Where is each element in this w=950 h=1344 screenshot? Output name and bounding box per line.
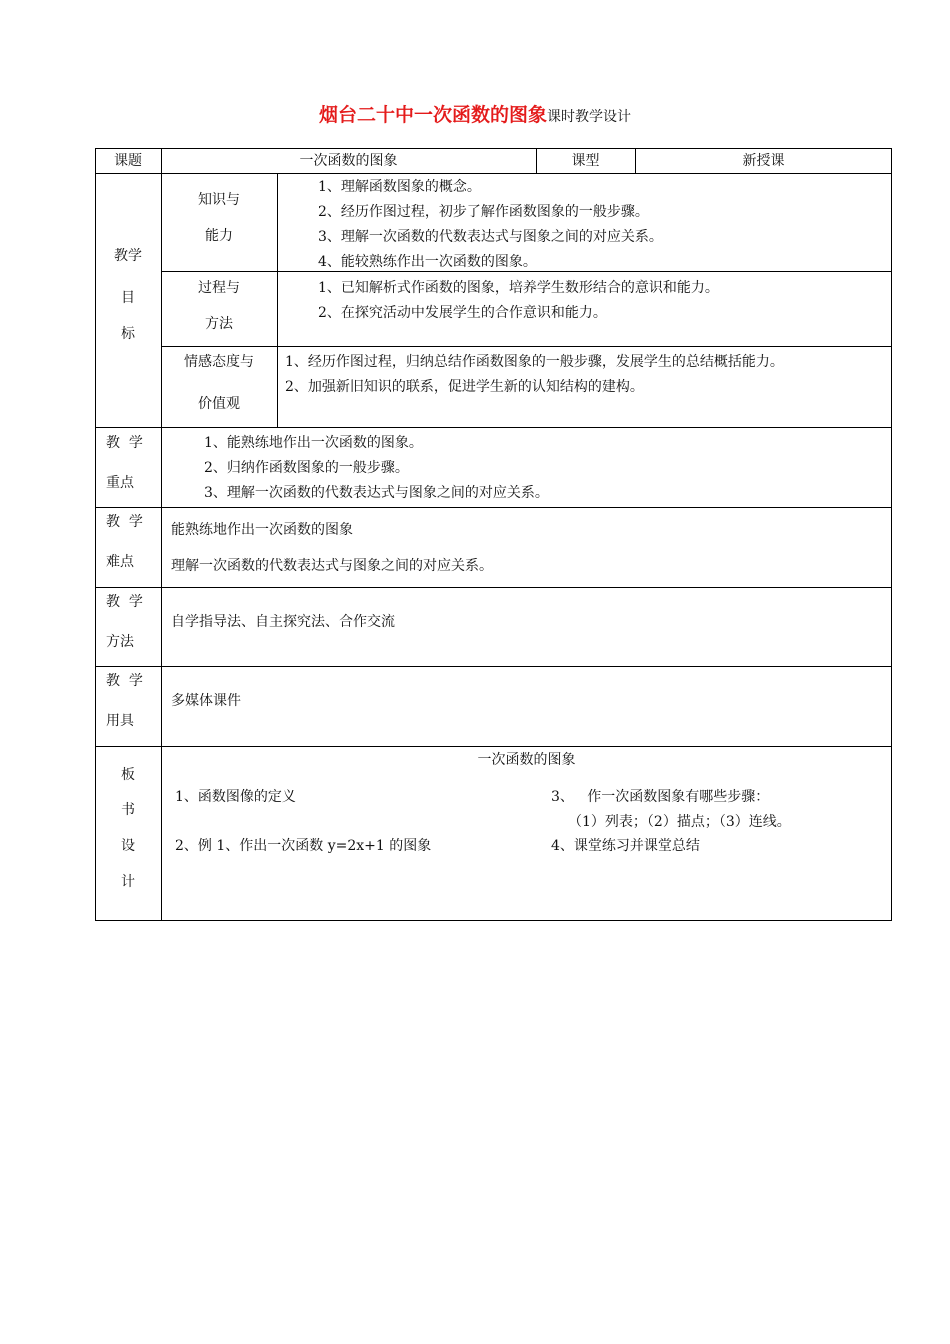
board-label-1: 板 xyxy=(121,767,135,783)
emotion-item: 2、加强新旧知识的联系，促进学生新的认知结构的建构。 xyxy=(285,379,644,395)
board-label-3: 设 xyxy=(121,838,135,854)
row-divider xyxy=(95,666,892,667)
row-divider xyxy=(95,173,892,174)
tools-text: 多媒体课件 xyxy=(171,693,241,709)
topic-value: 一次函数的图象 xyxy=(299,153,398,169)
difficulties-label-1: 教 学 xyxy=(106,514,143,530)
difficulties-label-2: 难点 xyxy=(106,554,134,570)
board-heading: 一次函数的图象 xyxy=(477,752,576,768)
difficulty-item: 理解一次函数的代数表达式与图象之间的对应关系。 xyxy=(171,558,493,574)
knowledge-item: 3、理解一次函数的代数表达式与图象之间的对应关系。 xyxy=(318,229,663,245)
type-value: 新授课 xyxy=(742,153,785,169)
board-item-2: 2、例 1、作出一次函数 y=2x+1 的图象 xyxy=(175,838,432,854)
row-divider xyxy=(95,587,892,588)
process-item: 1、已知解析式作函数的图象，培养学生数形结合的意识和能力。 xyxy=(318,280,719,296)
objectives-label-2: 目 xyxy=(121,290,135,306)
process-item: 2、在探究活动中发展学生的合作意识和能力。 xyxy=(318,305,607,321)
objectives-label-1: 教学 xyxy=(114,248,142,264)
col-divider xyxy=(161,148,162,921)
board-item-4: 4、课堂练习并课堂总结 xyxy=(551,838,700,854)
difficulty-item: 能熟练地作出一次函数的图象 xyxy=(171,522,353,538)
type-label: 课型 xyxy=(571,153,600,169)
key-point-item: 3、理解一次函数的代数表达式与图象之间的对应关系。 xyxy=(204,485,549,501)
key-points-label-2: 重点 xyxy=(106,475,134,491)
row-divider xyxy=(95,427,892,428)
knowledge-item: 2、经历作图过程，初步了解作函数图象的一般步骤。 xyxy=(318,204,649,220)
knowledge-item: 1、理解函数图象的概念。 xyxy=(318,179,481,195)
row-divider xyxy=(95,746,892,747)
tools-label-2: 用具 xyxy=(106,713,134,729)
page-title-suffix: 课时教学设计 xyxy=(547,109,631,125)
key-point-item: 1、能熟练地作出一次函数的图象。 xyxy=(204,435,423,451)
board-item-3: 3、 作一次函数图象有哪些步骤： xyxy=(551,789,770,805)
page-title-main: 烟台二十中一次函数的图象 xyxy=(318,104,547,126)
knowledge-label-1: 知识与 xyxy=(198,192,240,208)
methods-label-2: 方法 xyxy=(106,634,134,650)
key-points-label-1: 教 学 xyxy=(106,435,143,451)
board-item-1: 1、函数图像的定义 xyxy=(175,789,296,805)
board-label-2: 书 xyxy=(121,802,135,818)
board-item-3-steps: （1）列表；（2）描点；（3）连线。 xyxy=(568,814,791,830)
row-divider xyxy=(161,346,892,347)
emotion-label-1: 情感态度与 xyxy=(184,354,254,370)
emotion-label-2: 价值观 xyxy=(198,396,240,412)
objectives-label-3: 标 xyxy=(121,326,135,342)
board-label-4: 计 xyxy=(121,874,135,890)
knowledge-item: 4、能较熟练作出一次函数的图象。 xyxy=(318,254,537,270)
emotion-item: 1、经历作图过程，归纳总结作函数图象的一般步骤，发展学生的总结概括能力。 xyxy=(285,354,784,370)
knowledge-label-2: 能力 xyxy=(205,228,233,244)
col-divider xyxy=(277,173,278,427)
tools-label-1: 教 学 xyxy=(106,673,143,689)
page-title xyxy=(0,100,950,127)
process-label-2: 方法 xyxy=(205,316,233,332)
row-divider xyxy=(161,271,892,272)
process-label-1: 过程与 xyxy=(198,280,240,296)
row-divider xyxy=(95,507,892,508)
key-point-item: 2、归纳作函数图象的一般步骤。 xyxy=(204,460,409,476)
methods-text: 自学指导法、自主探究法、合作交流 xyxy=(171,614,395,630)
methods-label-1: 教 学 xyxy=(106,594,143,610)
topic-label: 课题 xyxy=(114,153,142,169)
